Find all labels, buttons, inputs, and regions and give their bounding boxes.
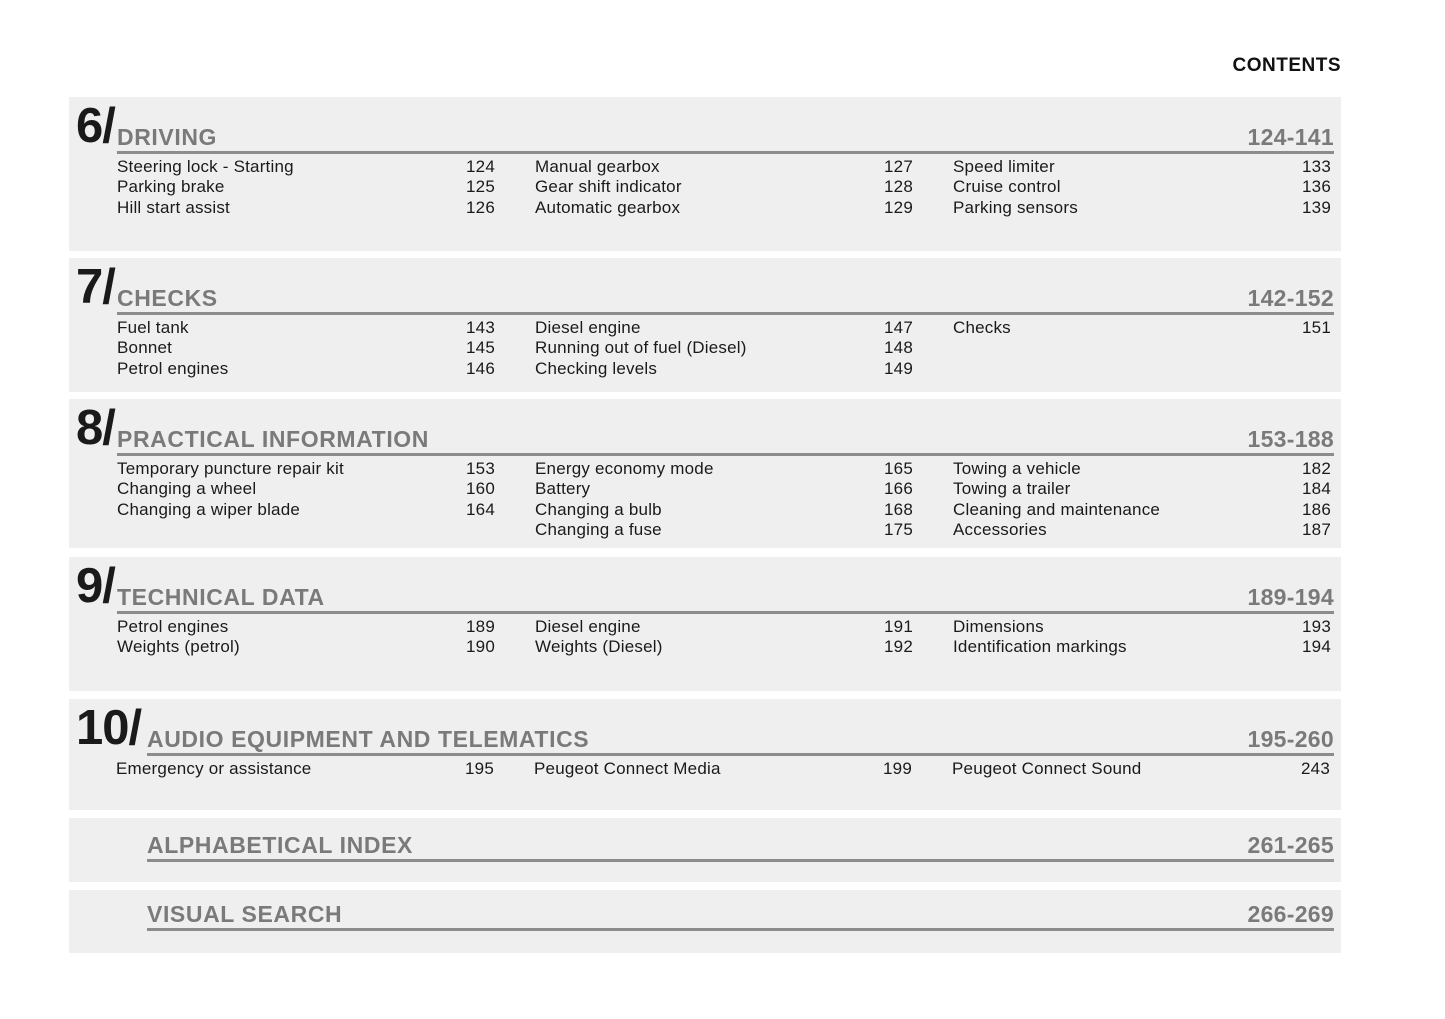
toc-entry[interactable]	[116, 759, 494, 779]
entry-title: Cleaning and maintenance	[953, 499, 1161, 519]
entry-page: 168	[884, 499, 913, 519]
section-divider	[147, 753, 1334, 756]
entry-title: Checks	[953, 318, 1011, 337]
entry-title: Changing a bulb	[535, 499, 662, 519]
entry-page: 195	[465, 759, 494, 778]
section-page-range: 124-141	[1247, 124, 1334, 150]
entry-title: Peugeot Connect Sound	[952, 759, 1142, 778]
toc-entry[interactable]	[535, 459, 913, 479]
toc-entry[interactable]	[117, 157, 495, 177]
entry-title: Changing a fuse	[535, 520, 662, 540]
page-title: CONTENTS	[1232, 55, 1341, 76]
section-title[interactable]: VISUAL SEARCH	[147, 901, 343, 927]
entry-title: Steering lock - Starting	[117, 157, 294, 176]
entry-title: Diesel engine	[535, 318, 641, 337]
entry-title: Parking sensors	[953, 197, 1078, 217]
entry-title: Towing a vehicle	[953, 459, 1081, 478]
section-title[interactable]: TECHNICAL DATA	[117, 584, 325, 610]
entry-title: Running out of fuel (Diesel)	[535, 338, 747, 358]
toc-entry[interactable]	[117, 318, 495, 338]
entry-page: 133	[1302, 157, 1331, 176]
section-header[interactable]	[69, 97, 1341, 151]
toc-entry[interactable]	[953, 198, 1331, 218]
entry-title: Gear shift indicator	[535, 177, 682, 197]
entry-title: Speed limiter	[953, 157, 1055, 176]
entry-title: Peugeot Connect Media	[534, 759, 721, 778]
toc-entry[interactable]	[535, 338, 913, 358]
section-page-range: 189-194	[1247, 584, 1334, 610]
entry-column	[117, 318, 495, 379]
toc-entry[interactable]	[535, 157, 913, 177]
toc-section	[69, 258, 1341, 392]
section-header[interactable]	[69, 890, 1341, 928]
section-divider	[147, 859, 1334, 862]
section-title[interactable]: DRIVING	[117, 124, 218, 150]
toc-entry[interactable]	[117, 479, 495, 499]
entry-page: 128	[884, 177, 913, 197]
section-header[interactable]	[69, 818, 1341, 859]
toc-entry[interactable]	[535, 500, 913, 520]
toc-entry[interactable]	[953, 177, 1331, 197]
entry-column	[535, 318, 913, 379]
toc-entry[interactable]	[535, 359, 913, 379]
section-number: 8/	[76, 401, 115, 455]
toc-section	[69, 97, 1341, 251]
entry-page: 184	[1302, 479, 1331, 499]
entry-column	[535, 157, 913, 218]
toc-section	[69, 818, 1341, 882]
section-header[interactable]	[69, 399, 1341, 453]
toc-entry[interactable]	[953, 637, 1331, 657]
toc-entry[interactable]	[953, 520, 1331, 540]
entry-column	[953, 157, 1331, 218]
entry-page: 151	[1302, 318, 1331, 337]
entry-page: 186	[1302, 499, 1331, 519]
entry-title: Emergency or assistance	[116, 759, 312, 778]
section-number: 10/	[76, 701, 142, 755]
toc-entry[interactable]	[117, 338, 495, 358]
entry-page: 148	[884, 338, 913, 358]
toc-entry[interactable]	[953, 500, 1331, 520]
entry-column	[953, 318, 1331, 338]
entry-page: 164	[466, 499, 495, 519]
toc-entry[interactable]	[953, 157, 1331, 177]
toc-entry[interactable]	[117, 177, 495, 197]
entry-title: Identification markings	[953, 637, 1127, 657]
section-title[interactable]: PRACTICAL INFORMATION	[117, 426, 430, 452]
entry-page: 143	[466, 318, 495, 337]
entry-page: 139	[1302, 197, 1331, 217]
entry-column	[953, 617, 1331, 658]
toc-section	[69, 557, 1341, 691]
entry-page: 149	[884, 358, 913, 378]
section-page-range: 195-260	[1247, 726, 1334, 752]
toc-entry[interactable]	[535, 177, 913, 197]
toc-entry[interactable]	[952, 759, 1330, 779]
entry-page: 187	[1302, 520, 1331, 540]
entry-page: 160	[466, 479, 495, 499]
entry-page: 166	[884, 479, 913, 499]
section-divider	[117, 151, 1334, 154]
entry-page: 127	[884, 157, 913, 176]
entry-column	[116, 759, 494, 779]
toc-entry[interactable]	[953, 479, 1331, 499]
entry-title: Battery	[535, 479, 591, 499]
entry-title: Petrol engines	[117, 358, 229, 378]
entry-page: 165	[884, 459, 913, 478]
toc-section	[69, 399, 1341, 548]
section-title[interactable]: AUDIO EQUIPMENT AND TELEMATICS	[147, 726, 590, 752]
section-divider	[117, 453, 1334, 456]
section-header[interactable]	[69, 699, 1341, 753]
section-title[interactable]: CHECKS	[117, 285, 218, 311]
entry-title: Energy economy mode	[535, 459, 714, 478]
entry-column	[534, 759, 912, 779]
entry-page: 190	[466, 637, 495, 657]
entry-page: 153	[466, 459, 495, 478]
entry-title: Automatic gearbox	[535, 197, 681, 217]
entry-page: 194	[1302, 637, 1331, 657]
section-number: 6/	[76, 99, 115, 153]
entry-page: 189	[466, 617, 495, 636]
entry-column	[535, 617, 913, 658]
toc-entry[interactable]	[953, 318, 1331, 338]
entry-title: Cruise control	[953, 177, 1061, 197]
entry-title: Fuel tank	[117, 318, 189, 337]
section-page-range: 266-269	[1247, 901, 1334, 927]
entry-page: 136	[1302, 177, 1331, 197]
toc-entry[interactable]	[535, 318, 913, 338]
entry-page: 146	[466, 358, 495, 378]
entry-title: Parking brake	[117, 177, 225, 197]
toc-section	[69, 890, 1341, 953]
toc-entry[interactable]	[117, 637, 495, 657]
toc-entry[interactable]	[534, 759, 912, 779]
entry-page: 125	[466, 177, 495, 197]
entry-title: Dimensions	[953, 617, 1044, 636]
section-number: 7/	[76, 260, 115, 314]
entry-title: Towing a trailer	[953, 479, 1071, 499]
section-divider	[117, 611, 1334, 614]
entry-page: 199	[883, 759, 912, 778]
section-page-range: 142-152	[1247, 285, 1334, 311]
entry-page: 129	[884, 197, 913, 217]
section-divider	[117, 312, 1334, 315]
entry-page: 182	[1302, 459, 1331, 478]
entry-title: Bonnet	[117, 338, 173, 358]
section-title[interactable]: ALPHABETICAL INDEX	[147, 832, 413, 858]
toc-entry[interactable]	[117, 459, 495, 479]
entry-title: Checking levels	[535, 358, 658, 378]
section-page-range: 153-188	[1247, 426, 1334, 452]
entry-title: Accessories	[953, 520, 1047, 540]
entry-page: 175	[884, 520, 913, 540]
toc-entry[interactable]	[117, 198, 495, 218]
entry-title: Petrol engines	[117, 617, 229, 636]
entry-title: Changing a wheel	[117, 479, 257, 499]
toc-entry[interactable]	[117, 617, 495, 637]
entry-column	[117, 617, 495, 658]
toc-entry[interactable]	[117, 500, 495, 520]
section-header[interactable]	[69, 258, 1341, 312]
entry-column	[117, 157, 495, 218]
toc-entry[interactable]	[535, 479, 913, 499]
entry-title: Changing a wiper blade	[117, 499, 301, 519]
toc-entry[interactable]	[535, 198, 913, 218]
entry-title: Weights (Diesel)	[535, 637, 663, 657]
section-divider	[147, 928, 1334, 931]
toc-entry[interactable]	[535, 617, 913, 637]
entry-title: Weights (petrol)	[117, 637, 240, 657]
section-page-range: 261-265	[1247, 832, 1334, 858]
entry-page: 126	[466, 197, 495, 217]
entry-title: Manual gearbox	[535, 157, 660, 176]
entry-page: 243	[1301, 759, 1330, 778]
entry-column	[117, 459, 495, 520]
entry-column	[953, 459, 1331, 541]
toc-entry[interactable]	[535, 520, 913, 540]
toc-section	[69, 699, 1341, 810]
entry-page: 147	[884, 318, 913, 337]
entry-page: 145	[466, 338, 495, 358]
entry-page: 193	[1302, 617, 1331, 636]
entry-page: 124	[466, 157, 495, 176]
section-number: 9/	[76, 559, 115, 613]
toc-entry[interactable]	[535, 637, 913, 657]
entry-title: Hill start assist	[117, 197, 230, 217]
entry-column	[535, 459, 913, 541]
section-header[interactable]	[69, 557, 1341, 611]
entry-title: Diesel engine	[535, 617, 641, 636]
entry-page: 191	[884, 617, 913, 636]
toc-entry[interactable]	[117, 359, 495, 379]
entry-column	[952, 759, 1330, 779]
entry-page: 192	[884, 637, 913, 657]
entry-title: Temporary puncture repair kit	[117, 459, 344, 478]
toc-entry[interactable]	[953, 617, 1331, 637]
toc-entry[interactable]	[953, 459, 1331, 479]
